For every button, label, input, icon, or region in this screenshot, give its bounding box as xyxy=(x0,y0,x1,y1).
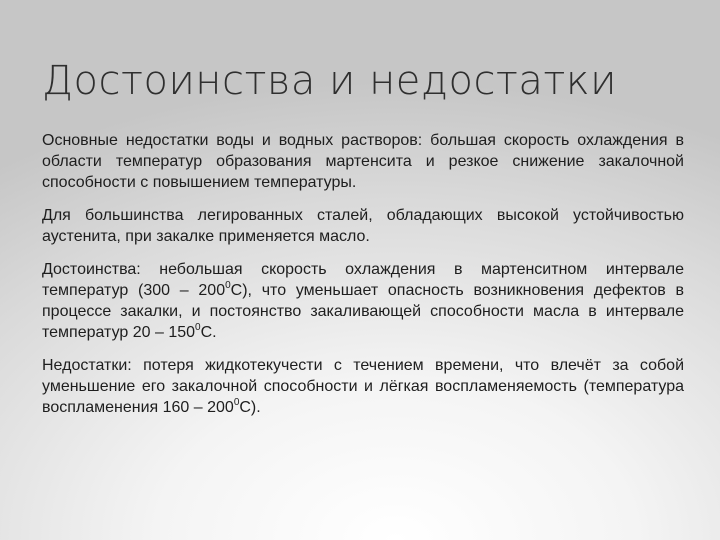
degree-superscript: 0 xyxy=(195,321,201,333)
paragraph-oil-usage: Для большинства легированных сталей, обладающих высокой устойчивостью аустенита, при закалке применяется масло. xyxy=(42,207,684,245)
disadvantages-text-part: Недостатки: потеря жидкотекучести с течением времени, что влечёт за собой уменьшение его закалочной способности и лёгкая воспламеняемость (температура воспламенения 160 – 200 xyxy=(42,357,684,416)
paragraph-oil-advantages xyxy=(42,259,684,343)
advantages-text-part: Достоинства: небольшая скорость охлаждения в мартенситном интервале температур (300 – 200 xyxy=(42,261,684,299)
slide-body xyxy=(42,130,684,430)
paragraph-water-disadvantages: Основные недостатки воды и водных растворов: большая скорость охлаждения в области температур образования мартенсита и резкое снижение закалочной способности с повышением температуры. xyxy=(42,132,684,191)
advantages-text-part: С. xyxy=(200,324,217,341)
paragraph-oil-disadvantages xyxy=(42,355,684,418)
degree-superscript: 0 xyxy=(225,279,231,291)
advantages-text-part: С), что уменьшает опасность возникновения дефектов в процессе закалки, и постоянство закаливающей способности масла в интервале температур 20 – 150 xyxy=(42,282,684,341)
degree-superscript: 0 xyxy=(233,396,240,408)
slide-title: Достоинства и недостатки xyxy=(42,58,617,104)
disadvantages-text-part: С). xyxy=(239,399,261,416)
